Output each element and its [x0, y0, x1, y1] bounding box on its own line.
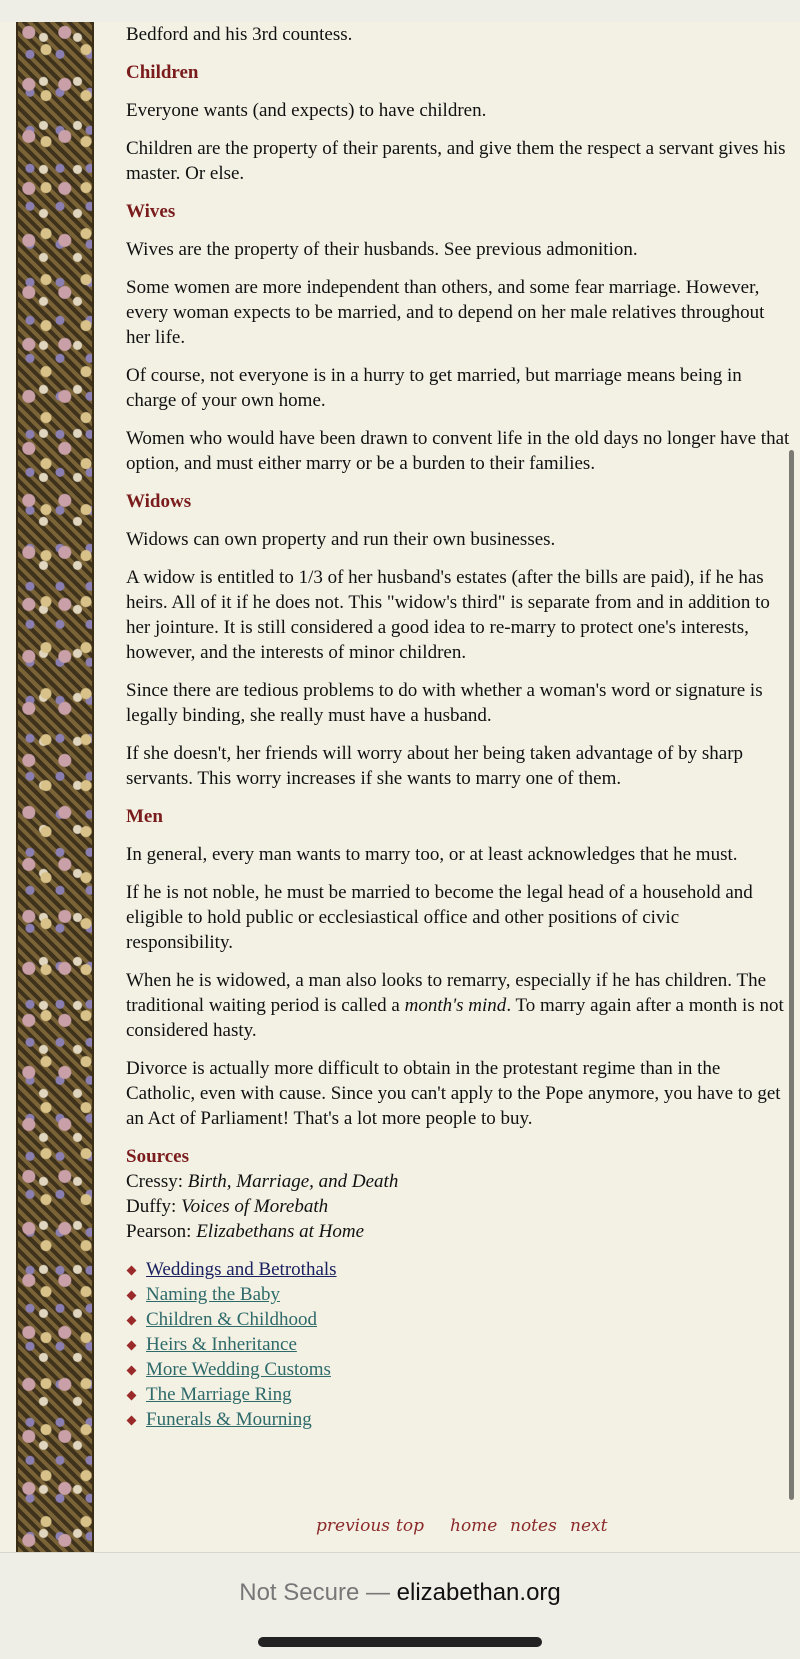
source-item	[126, 1194, 790, 1219]
browser-address-bar	[0, 1552, 800, 1659]
heading-children: Children	[126, 62, 199, 83]
link-naming-the-baby[interactable]: Naming the Baby	[146, 1284, 281, 1305]
wives-paragraph-4: Women who would have been drawn to convent life in the old days no longer have that option, and must either marry or be a burden to their families.	[126, 428, 790, 474]
list-item	[126, 1282, 790, 1307]
decorative-floral-border	[16, 22, 94, 1552]
link-heirs-and-inheritance[interactable]: Heirs & Inheritance	[146, 1334, 297, 1355]
domain-label: elizabethan.org	[396, 1579, 561, 1606]
heading-sources: Sources	[126, 1146, 189, 1167]
link-weddings-and-betrothals[interactable]: Weddings and Betrothals	[146, 1259, 337, 1280]
men-paragraph-2: If he is not noble, he must be married to become the legal head of a household and eligible to hold public or ecclesiastical office and other positions of civic responsibility.	[126, 882, 753, 953]
children-paragraph-2: Children are the property of their parents, and give them the respect a servant gives his master. Or else.	[126, 138, 786, 184]
nav-home[interactable]: home	[450, 1516, 498, 1536]
wives-paragraph-3: Of course, not everyone is in a hurry to get married, but marriage means being in charge of your own home.	[126, 365, 742, 411]
source-item	[126, 1169, 790, 1194]
intro-tail: Bedford and his 3rd countess.	[126, 24, 353, 45]
men-p3-start: When he is widowed, a man also looks to remarry, especially if he has children. The traditional waiting period is called a	[126, 970, 766, 1016]
nav-notes[interactable]: notes	[510, 1516, 557, 1536]
nav-previous[interactable]: previous	[316, 1516, 391, 1536]
list-item	[126, 1407, 790, 1432]
article-content	[126, 22, 790, 1432]
nav-top[interactable]: top	[396, 1516, 424, 1536]
widows-paragraph-4: If she doesn't, her friends will worry about her being taken advantage of by sharp servants. This worry increases if she wants to marry one of them.	[126, 743, 744, 789]
men-p3-end: . To marry again after a month is not considered hasty.	[126, 995, 784, 1041]
diamond-bullet-icon	[127, 1266, 137, 1276]
diamond-bullet-icon	[127, 1391, 137, 1401]
children-paragraph-1: Everyone wants (and expects) to have children.	[126, 100, 487, 121]
men-paragraph-4: Divorce is actually more difficult to obtain in the protestant regime than in the Catholic, even with cause. Since you can't apply to the Pope anymore, you have to get an Act of Parliament! That's a lot more people to buy.	[126, 1058, 781, 1129]
source-author: Duffy:	[126, 1196, 182, 1217]
link-children-and-childhood[interactable]: Children & Childhood	[146, 1309, 317, 1330]
list-item	[126, 1257, 790, 1282]
source-author: Pearson:	[126, 1221, 197, 1242]
link-the-marriage-ring[interactable]: The Marriage Ring	[146, 1384, 292, 1405]
heading-wives: Wives	[126, 201, 176, 222]
sources-section	[126, 1144, 790, 1244]
diamond-bullet-icon	[127, 1366, 137, 1376]
widows-paragraph-3: Since there are tedious problems to do with whether a woman's word or signature is legally binding, she really must have a husband.	[126, 680, 763, 726]
source-title: Voices of Morebath	[181, 1196, 329, 1217]
source-author: Cressy:	[126, 1171, 188, 1192]
diamond-bullet-icon	[127, 1416, 137, 1426]
source-title: Elizabethans at Home	[196, 1221, 365, 1242]
heading-men: Men	[126, 806, 163, 827]
wives-paragraph-2: Some women are more independent than others, and some fear marriage. However, every woman expects to be married, and to depend on her male relatives throughout her life.	[126, 277, 765, 348]
diamond-bullet-icon	[127, 1341, 137, 1351]
top-strip	[0, 0, 800, 22]
link-funerals-and-mourning[interactable]: Funerals & Mourning	[146, 1409, 312, 1430]
not-secure-label: Not Secure —	[239, 1579, 397, 1606]
link-more-wedding-customs[interactable]: More Wedding Customs	[146, 1359, 331, 1380]
list-item	[126, 1307, 790, 1332]
widows-paragraph-2: A widow is entitled to 1/3 of her husband's estates (after the bills are paid), if he has heirs. All of it if he does not. This "widow's third" is separate from and in addition to her jointure. It is still considered a good idea to re-marry to protect one's interests, however, and the interests of minor children.	[126, 567, 770, 663]
scrollbar[interactable]	[789, 450, 794, 1500]
nav-next[interactable]: next	[570, 1516, 608, 1536]
list-item	[126, 1382, 790, 1407]
heading-widows: Widows	[126, 491, 192, 512]
men-paragraph-1: In general, every man wants to marry too, or at least acknowledges that he must.	[126, 844, 738, 865]
diamond-bullet-icon	[127, 1316, 137, 1326]
url-display[interactable]	[0, 1579, 800, 1607]
wives-paragraph-1: Wives are the property of their husbands. See previous admonition.	[126, 239, 638, 260]
source-item	[126, 1219, 790, 1244]
footer-nav	[300, 1516, 620, 1556]
home-indicator[interactable]	[258, 1637, 542, 1647]
source-title: Birth, Marriage, and Death	[187, 1171, 399, 1192]
list-item	[126, 1357, 790, 1382]
list-item	[126, 1332, 790, 1357]
related-links-list	[126, 1257, 790, 1432]
diamond-bullet-icon	[127, 1291, 137, 1301]
men-paragraph-3	[126, 968, 790, 1043]
months-mind-term: month's mind	[404, 995, 507, 1016]
widows-paragraph-1: Widows can own property and run their own businesses.	[126, 529, 556, 550]
